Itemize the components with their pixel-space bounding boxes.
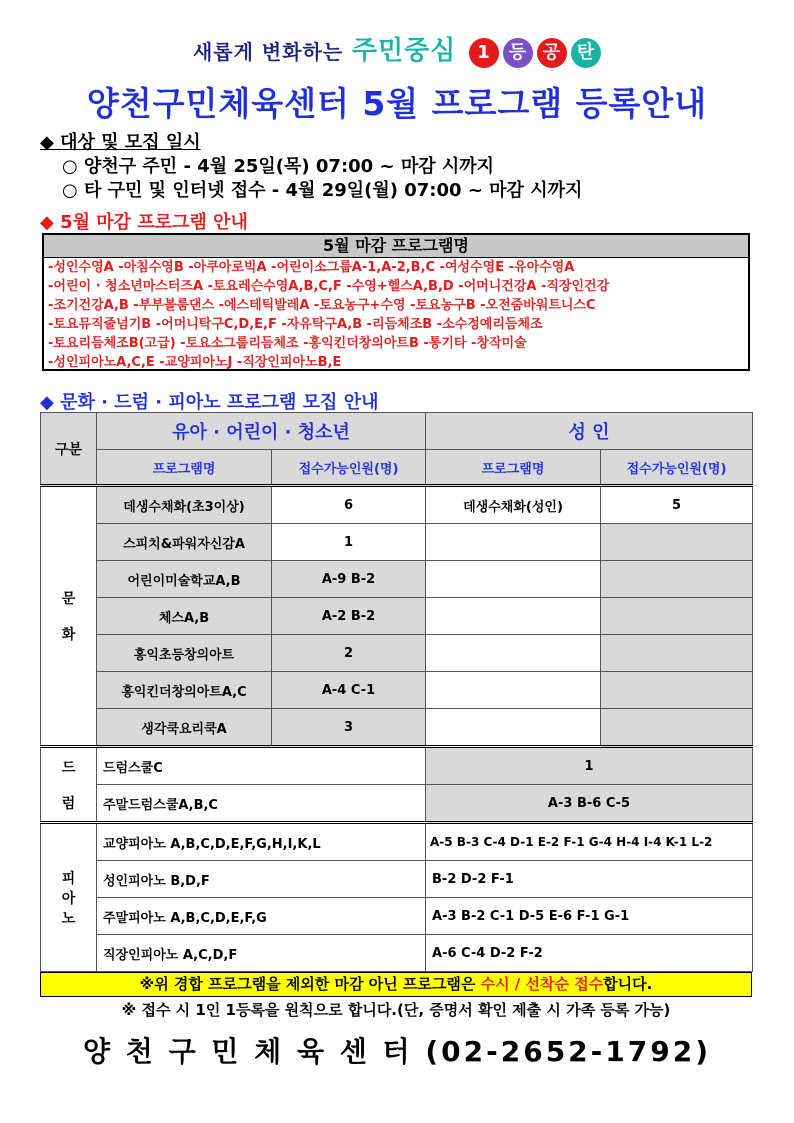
table-row <box>41 598 753 635</box>
table-row <box>41 524 753 561</box>
category-piano-char-3: 노 <box>61 910 76 927</box>
closed-line-6: -성인피아노A,C,E -교양피아노J -직장인피아노B,E <box>48 355 342 370</box>
youth-count: A-9 B-2 <box>272 561 426 598</box>
slogan-ball-4: 탄 <box>571 38 601 68</box>
recruit-line-2: ○ 타 구민 및 인터넷 접수 - 4월 29일(월) 07:00 ~ 마감 시까지 <box>62 180 583 201</box>
table-row <box>41 747 753 785</box>
slogan <box>0 30 794 68</box>
closed-line-1: -성인수영A -아침수영B -아쿠아로빅A -어린이소그룹A-1,A-2,B,C -여성수영E -유아수영A <box>48 260 575 275</box>
youth-program: 스피치&파워자신감A <box>97 524 272 561</box>
notice-part1: ※위 경합 프로그램을 제외한 마감 아닌 프로그램은 <box>139 975 481 993</box>
notice-highlight: 수시 / 선착순 접수 <box>480 975 604 993</box>
adult-program <box>426 598 601 635</box>
category-piano-char-2: 아 <box>61 890 76 907</box>
adult-program <box>426 561 601 598</box>
footer-contact: 양 천 구 민 체 육 센 터 (02-2652-1792) <box>82 1035 712 1068</box>
slogan-ball-3: 공 <box>537 38 567 68</box>
adult-program-header: 프로그램명 <box>426 450 601 486</box>
adult-count <box>601 709 753 747</box>
slogan-ball-2: 등 <box>503 38 533 68</box>
youth-capacity-header: 접수가능인원(명) <box>272 450 426 486</box>
category-drum-char-1: 드 <box>61 759 76 776</box>
piano-program: 직장인피아노 A,C,D,F <box>97 935 426 972</box>
slogan-part2: 주민중심 <box>351 36 457 66</box>
closed-box-title: 5월 마감 프로그램명 <box>44 235 748 258</box>
closed-line-2: -어린이 · 청소년마스터즈A -토요레슨수영A,B,C,F -수영+헬스A,B,D -어머니건강A -직장인건강 <box>48 279 610 294</box>
table-row <box>41 861 753 898</box>
drum-program: 주말드럼스쿨A,B,C <box>97 785 426 823</box>
closed-heading: ◆ 5월 마감 프로그램 안내 <box>40 212 248 233</box>
adult-program <box>426 524 601 561</box>
adult-count: 5 <box>601 486 753 524</box>
adult-program: 데생수채화(성인) <box>426 486 601 524</box>
adult-program <box>426 709 601 747</box>
category-culture <box>41 486 97 747</box>
adult-count <box>601 561 753 598</box>
table-row <box>41 898 753 935</box>
closed-line-5: -토요리듬체조B(고급) -토요소그룹리듬체조 -홍익킨더창의아트B -통기타 -창작미술 <box>48 336 527 351</box>
table-row <box>41 486 753 524</box>
adult-count <box>601 672 753 709</box>
culture-heading: ◆ 문화 · 드럼 · 피아노 프로그램 모집 안내 <box>40 392 379 413</box>
table-row <box>41 823 753 861</box>
adult-program <box>426 672 601 709</box>
table-row <box>41 935 753 972</box>
category-drum <box>41 747 97 823</box>
category-drum-char-2: 럼 <box>61 795 76 812</box>
adult-count <box>601 524 753 561</box>
table-row <box>41 561 753 598</box>
closed-line-4: -토요뮤직줄넘기B -어머니탁구C,D,E,F -자유탁구A,B -리듬체조B -소수정예리듬체조 <box>48 317 543 332</box>
youth-program: 데생수채화(초3이상) <box>97 486 272 524</box>
adult-group-header: 성 인 <box>426 413 753 450</box>
drum-program: 드럼스쿨C <box>97 747 426 785</box>
category-header: 구분 <box>41 413 97 486</box>
drum-count: A-3 B-6 C-5 <box>426 785 753 823</box>
youth-count: 3 <box>272 709 426 747</box>
table-row <box>41 709 753 747</box>
piano-program: 교양피아노 A,B,C,D,E,F,G,H,I,K,L <box>97 823 426 861</box>
youth-count: A-4 C-1 <box>272 672 426 709</box>
table-row <box>41 785 753 823</box>
recruit-line-1: ○ 양천구 주민 - 4월 25일(목) 07:00 ~ 마감 시까지 <box>62 156 495 177</box>
piano-count: A-6 C-4 D-2 F-2 <box>426 935 753 972</box>
adult-program <box>426 635 601 672</box>
youth-program: 체스A,B <box>97 598 272 635</box>
category-piano <box>41 823 97 972</box>
closed-program-box <box>42 233 750 371</box>
youth-program: 홍익킨더창의아트A,C <box>97 672 272 709</box>
youth-count: 1 <box>272 524 426 561</box>
piano-count: A-3 B-2 C-1 D-5 E-6 F-1 G-1 <box>426 898 753 935</box>
youth-program: 생각쿡요리쿡A <box>97 709 272 747</box>
slogan-part1: 새롭게 변화하는 <box>192 40 344 64</box>
recruit-heading: ◆ 대상 및 모집 일시 <box>40 132 201 153</box>
category-culture-char-2: 화 <box>61 627 76 643</box>
piano-program: 성인피아노 B,D,F <box>97 861 426 898</box>
category-piano-char-1: 피 <box>61 870 76 887</box>
category-culture-char-1: 문 <box>61 591 76 607</box>
notice-line-2: ※ 접수 시 1인 1등록을 원칙으로 합니다.(단, 증명서 확인 제출 시 가족 등록 가능) <box>121 1001 671 1019</box>
adult-count <box>601 635 753 672</box>
drum-count: 1 <box>426 747 753 785</box>
youth-program: 어린이미술학교A,B <box>97 561 272 598</box>
program-table <box>40 412 753 972</box>
notice-bar <box>40 972 752 997</box>
notice-part3: 합니다. <box>603 975 653 993</box>
closed-line-3: -조기건강A,B -부부볼룸댄스 -에스테틱발레A -토요농구+수영 -토요농구B -오전줌바워트니스C <box>48 298 596 313</box>
slogan-ball-1: 1 <box>469 38 499 68</box>
page-title: 양천구민체육센터 5월 프로그램 등록안내 <box>86 84 708 123</box>
youth-group-header: 유아 · 어린이 · 청소년 <box>97 413 426 450</box>
piano-count: B-2 D-2 F-1 <box>426 861 753 898</box>
youth-count: 2 <box>272 635 426 672</box>
table-row <box>41 672 753 709</box>
piano-count: A-5 B-3 C-4 D-1 E-2 F-1 G-4 H-4 I-4 K-1 L-2 <box>426 823 753 861</box>
youth-program: 홍익초등창의아트 <box>97 635 272 672</box>
youth-program-header: 프로그램명 <box>97 450 272 486</box>
piano-program: 주말피아노 A,B,C,D,E,F,G <box>97 898 426 935</box>
youth-count: A-2 B-2 <box>272 598 426 635</box>
youth-count: 6 <box>272 486 426 524</box>
adult-capacity-header: 접수가능인원(명) <box>601 450 753 486</box>
table-row <box>41 635 753 672</box>
adult-count <box>601 598 753 635</box>
